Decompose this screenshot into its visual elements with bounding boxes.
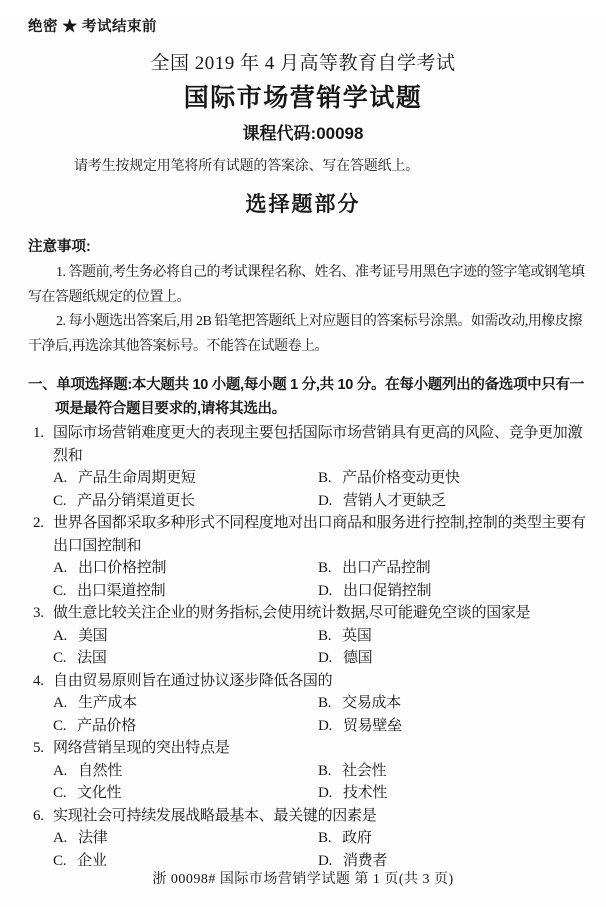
answer-option <box>53 625 318 648</box>
answer-option <box>318 557 592 580</box>
option-label: C. <box>53 582 67 599</box>
question-stem-row <box>33 670 592 693</box>
option-label: D. <box>318 582 332 599</box>
answer-option <box>53 827 318 850</box>
course-code: 课程代码:00098 <box>242 124 364 143</box>
question-number: 5. <box>33 740 44 757</box>
option-label: B. <box>318 830 332 847</box>
question <box>33 422 592 512</box>
answer-option <box>318 647 592 670</box>
option-text: 美国 <box>77 627 108 644</box>
answer-option <box>318 580 592 603</box>
page-footer: 浙 00098# 国际市场营销学试题 第 1 页(共 3 页) <box>152 872 454 887</box>
option-text: 法律 <box>77 830 108 847</box>
classification-banner: 绝密 ★ 考试结束前 <box>28 19 158 35</box>
question-stem: 做生意比较关注企业的财务指标,会使用统计数据,尽可能避免空谈的国家是 <box>53 605 531 622</box>
option-text: 产品价格变动更快 <box>342 470 460 487</box>
answer-option <box>318 715 592 738</box>
option-text: 出口促销控制 <box>342 582 432 599</box>
options-grid <box>53 827 592 872</box>
option-label: D. <box>318 650 332 667</box>
note-item-1: 1. 答题前,考生务必将自己的考试课程名称、姓名、准考证号用黑色字迹的签字笔或钢笔填写在答题纸规定的位置上。 <box>28 265 585 305</box>
options-grid <box>53 557 592 602</box>
question-number: 2. <box>33 515 44 532</box>
option-label: D. <box>318 717 332 734</box>
question-stem-row <box>33 737 592 760</box>
option-text: 社会性 <box>342 762 387 779</box>
option-label: C. <box>53 852 67 869</box>
option-label: B. <box>318 560 332 577</box>
question-stem-row <box>33 602 592 625</box>
note-item-2: 2. 每小题选出答案后,用 2B 铅笔把答题纸上对应题目的答案标号涂黑。如需改动,用橡皮擦干净后,再选涂其他答案标号。不能答在试题卷上。 <box>28 314 582 354</box>
answer-option <box>53 647 318 670</box>
option-text: 自然性 <box>77 762 123 779</box>
answer-option <box>318 782 592 805</box>
question <box>33 602 592 670</box>
page-title: 国际市场营销学试题 <box>183 84 423 112</box>
question <box>33 737 592 805</box>
answer-option <box>53 467 318 490</box>
option-text: 德国 <box>342 650 373 667</box>
question-stem-row <box>33 422 592 467</box>
option-label: A. <box>53 627 67 644</box>
answer-option <box>318 760 592 783</box>
options-grid <box>53 625 592 670</box>
option-label: B. <box>318 695 332 712</box>
question <box>33 670 592 738</box>
option-text: 出口价格控制 <box>77 560 167 577</box>
option-label: D. <box>318 492 332 509</box>
option-text: 出口渠道控制 <box>77 582 166 599</box>
exam-session-title: 全国 2019 年 4 月高等教育自学考试 <box>150 53 456 74</box>
option-text: 政府 <box>342 830 372 847</box>
question <box>33 805 592 873</box>
answer-option <box>318 625 592 648</box>
question-stem: 网络营销呈现的突出特点是 <box>53 740 230 757</box>
answer-option <box>318 692 592 715</box>
option-text: 出口产品控制 <box>342 560 431 577</box>
question-number: 4. <box>33 672 44 689</box>
question-number: 1. <box>33 425 44 442</box>
option-label: A. <box>53 470 67 487</box>
option-label: C. <box>53 650 67 667</box>
options-grid <box>53 760 592 805</box>
question-list <box>33 422 592 872</box>
answer-option <box>53 490 318 513</box>
option-label: D. <box>318 852 332 869</box>
option-label: C. <box>53 492 67 509</box>
option-label: B. <box>318 470 332 487</box>
option-text: 产品生命周期更短 <box>77 470 196 487</box>
question-stem: 世界各国都采取多种形式不同程度地对出口商品和服务进行控制,控制的类型主要有出口国控制和 <box>53 515 586 554</box>
section-heading: 一、单项选择题:本大题共 10 小题,每小题 1 分,共 10 分。在每小题列出的备选项中只有一项是最符合题目要求的,请将其选出。 <box>28 377 584 418</box>
question <box>33 512 592 602</box>
option-label: D. <box>318 785 332 802</box>
option-text: 交易成本 <box>342 695 401 712</box>
answer-option <box>53 760 318 783</box>
option-text: 消费者 <box>342 852 388 869</box>
notes-title: 注意事项: <box>28 239 91 256</box>
option-label: B. <box>318 627 332 644</box>
option-label: A. <box>53 695 67 712</box>
option-text: 技术性 <box>342 785 388 802</box>
answer-option <box>53 715 318 738</box>
answer-option <box>53 782 318 805</box>
question-stem: 自由贸易原则旨在通过协议逐步降低各国的 <box>53 672 333 689</box>
option-text: 产品分销渠道更长 <box>77 492 195 509</box>
option-label: C. <box>53 785 67 802</box>
option-text: 法国 <box>77 650 107 667</box>
question-stem-row <box>33 805 592 828</box>
question-stem: 国际市场营销难度更大的表现主要包括国际市场营销具有更高的风险、竞争更加激烈和 <box>53 425 583 464</box>
options-grid <box>53 467 592 512</box>
answer-option <box>53 692 318 715</box>
exam-paper-page <box>0 15 606 907</box>
question-stem: 实现社会可持续发展战略最基本、最关键的因素是 <box>53 807 377 824</box>
option-label: A. <box>53 762 67 779</box>
option-label: A. <box>53 560 67 577</box>
question-number: 6. <box>33 807 44 824</box>
answer-option <box>318 827 592 850</box>
answer-option <box>53 580 318 603</box>
options-grid <box>53 692 592 737</box>
answer-option <box>318 467 592 490</box>
answer-sheet-instruction: 请考生按规定用笔将所有试题的答案涂、写在答题纸上。 <box>74 159 419 174</box>
option-text: 生产成本 <box>77 695 137 712</box>
option-text: 文化性 <box>77 785 122 802</box>
option-label: B. <box>318 762 332 779</box>
question-number: 3. <box>33 605 44 622</box>
option-text: 产品价格 <box>77 717 136 734</box>
answer-option <box>53 557 318 580</box>
option-label: C. <box>53 717 67 734</box>
option-label: A. <box>53 830 67 847</box>
option-text: 营销人才更缺乏 <box>342 492 446 509</box>
option-text: 英国 <box>342 627 372 644</box>
option-text: 贸易壁垒 <box>342 717 402 734</box>
part-title: 选择题部分 <box>245 193 361 216</box>
question-stem-row <box>33 512 592 557</box>
option-text: 企业 <box>77 852 107 869</box>
answer-option <box>318 490 592 513</box>
